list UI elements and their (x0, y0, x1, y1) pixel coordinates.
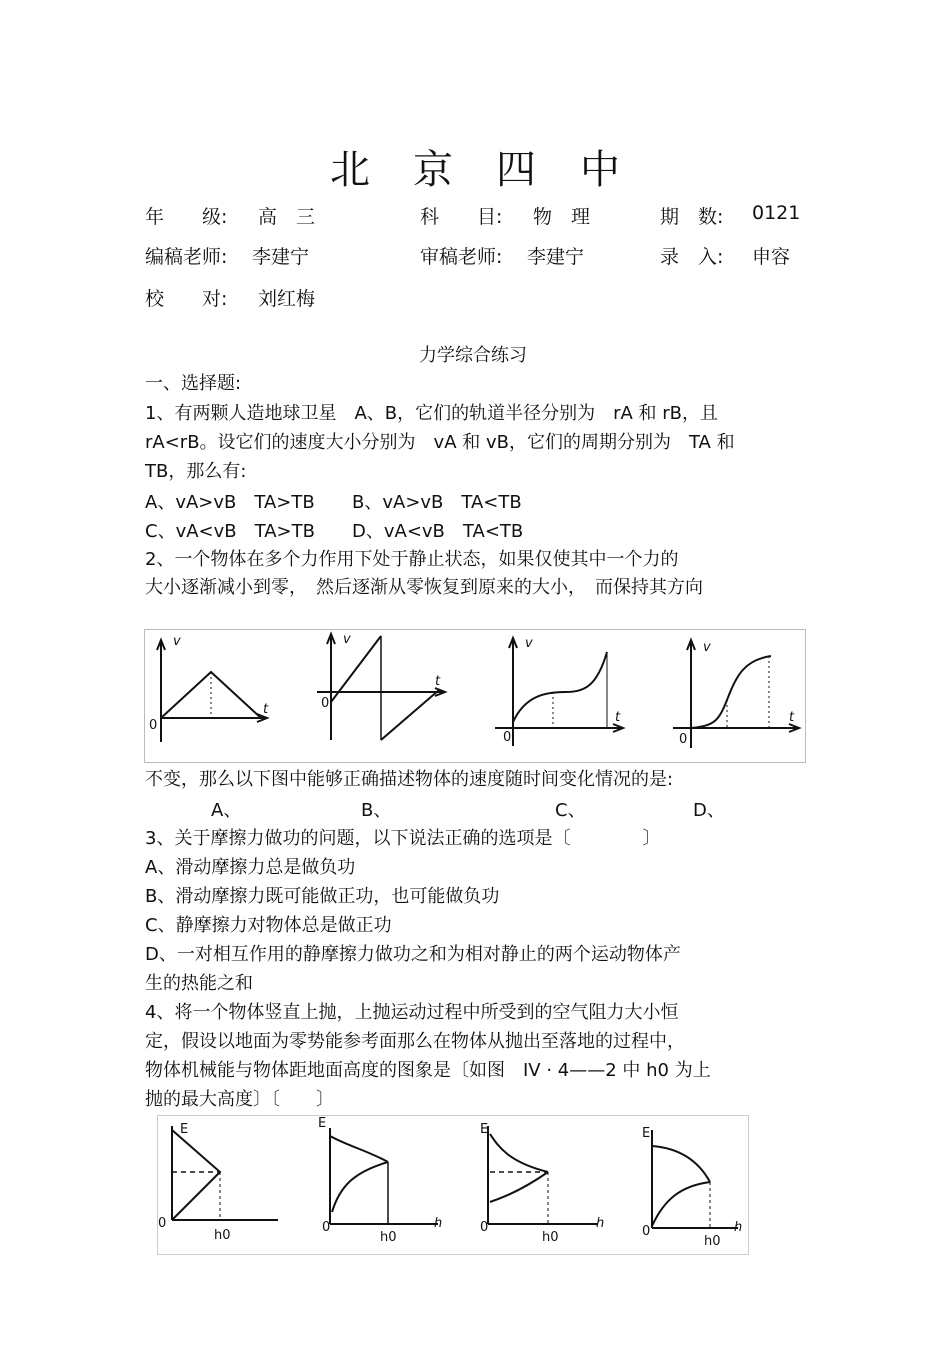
q3-option-d-line1: D、一对相互作用的静摩擦力做功之和为相对静止的两个运动物体产 (145, 944, 681, 965)
q4-d-origin: 0 (642, 1224, 651, 1239)
editor-value: 李建宁 (252, 246, 310, 268)
q3-option-d-line2: 生的热能之和 (145, 973, 253, 994)
reviewer-label: 审稿老师: (420, 246, 503, 268)
q2-d-origin: 0 (679, 732, 688, 747)
q1-option-c: C、vA<vB TA>TB (145, 521, 315, 542)
grade-label: 年 级: (145, 206, 228, 228)
entry-value: 申容 (752, 246, 791, 268)
q2-a-t-label: t (263, 702, 269, 717)
q4-line2: 定，假设以地面为零势能参考面那么在物体从抛出至落地的过程中， (145, 1031, 685, 1052)
q2-c-v-label: v (525, 636, 533, 651)
q2-line3: 不变，那么以下图中能够正确描述物体的速度随时间变化情况的是: (145, 769, 674, 790)
q2-graph-b (317, 634, 445, 740)
q2-label-c: C、 (555, 800, 586, 821)
q4-d-h0: h0 (704, 1234, 721, 1249)
proof-label: 校 对: (145, 288, 228, 310)
q4-b-origin: 0 (322, 1220, 331, 1235)
q2-a-origin: 0 (149, 718, 158, 733)
q4-c-origin: 0 (480, 1220, 489, 1235)
q2-line2: 大小逐渐减小到零， 然后逐渐从零恢复到原来的大小， 而保持其方向 (145, 577, 703, 598)
q2-graph-a (157, 640, 267, 742)
q2-c-t-label: t (615, 710, 621, 725)
q1-line2: rA<rB。设它们的速度大小分别为 vA 和 vB，它们的周期分别为 TA 和 (145, 432, 735, 453)
q2-d-v-label: v (703, 640, 711, 655)
subject-label: 科 目: (420, 206, 503, 228)
subject-value: 物 理 (533, 206, 591, 228)
q4-a-origin: 0 (158, 1216, 167, 1231)
q2-graph-d (673, 640, 799, 748)
q2-a-v-label: v (173, 634, 181, 649)
school-char-1: 北 (330, 147, 370, 193)
q4-figure (157, 1115, 749, 1255)
q2-figure (144, 629, 806, 763)
section-heading: 一、选择题: (145, 373, 242, 394)
q1-option-a: A、vA>vB TA>TB (145, 492, 315, 513)
issue-label: 期 数: (660, 206, 724, 228)
q4-d-h-label: h (734, 1220, 743, 1235)
grade-value: 高 三 (258, 206, 316, 228)
proof-value: 刘红梅 (258, 288, 316, 310)
school-char-3: 四 (496, 147, 536, 193)
q2-d-t-label: t (789, 710, 795, 725)
q4-graph-d (652, 1130, 738, 1228)
q2-c-origin: 0 (503, 730, 512, 745)
q1-line3: TB，那么有: (145, 461, 247, 482)
q4-line4: 抛的最大高度〕〔 〕 (145, 1089, 334, 1110)
entry-label: 录 入: (660, 246, 724, 268)
editor-label: 编稿老师: (145, 246, 228, 268)
q4-graph-c (488, 1126, 598, 1224)
q4-line1: 4、将一个物体竖直上抛，上抛运动过程中所受到的空气阻力大小恒 (145, 1002, 679, 1023)
q4-d-e-label: E (642, 1126, 651, 1141)
q4-a-e-label: E (180, 1122, 189, 1137)
q3-option-a: A、滑动摩擦力总是做负功 (145, 857, 356, 878)
q1-option-b: B、vA>vB TA<TB (352, 492, 522, 513)
q3-line1: 3、关于摩擦力做功的问题，以下说法正确的选项是〔 〕 (145, 828, 661, 849)
q2-label-a: A、 (211, 800, 242, 821)
q2-b-origin: 0 (321, 696, 330, 711)
q2-b-v-label: v (343, 632, 351, 647)
q4-graph-a (172, 1126, 278, 1220)
q2-line1: 2、一个物体在多个力作用下处于静止状态，如果仅使其中一个力的 (145, 549, 679, 570)
doc-title: 力学综合练习 (419, 345, 527, 366)
school-char-2: 京 (413, 147, 453, 193)
q3-option-b: B、滑动摩擦力既可能做正功，也可能做负功 (145, 886, 500, 907)
q2-label-b: B、 (361, 800, 392, 821)
school-char-4: 中 (580, 147, 620, 193)
q2-b-t-label: t (435, 674, 441, 689)
q4-b-h0: h0 (380, 1230, 397, 1245)
q4-a-h0: h0 (214, 1228, 231, 1243)
q4-b-e-label: E (318, 1116, 327, 1131)
q1-option-d: D、vA<vB TA<TB (352, 521, 524, 542)
q2-label-d: D、 (693, 800, 725, 821)
q4-line3: 物体机械能与物体距地面高度的图象是〔如图 IV · 4——2 中 h0 为上 (145, 1060, 711, 1081)
q4-c-h-label: h (596, 1216, 605, 1231)
issue-value: 0121 (752, 202, 801, 224)
q4-c-h0: h0 (542, 1230, 559, 1245)
q3-option-c: C、静摩擦力对物体总是做正功 (145, 915, 392, 936)
q4-graph-b (330, 1128, 438, 1224)
q4-c-e-label: E (480, 1122, 489, 1137)
q4-b-h-label: h (434, 1216, 443, 1231)
q1-line1: 1、有两颗人造地球卫星 A、B，它们的轨道半径分别为 rA 和 rB，且 (145, 403, 719, 424)
reviewer-value: 李建宁 (527, 246, 585, 268)
q2-graph-c (495, 638, 623, 746)
